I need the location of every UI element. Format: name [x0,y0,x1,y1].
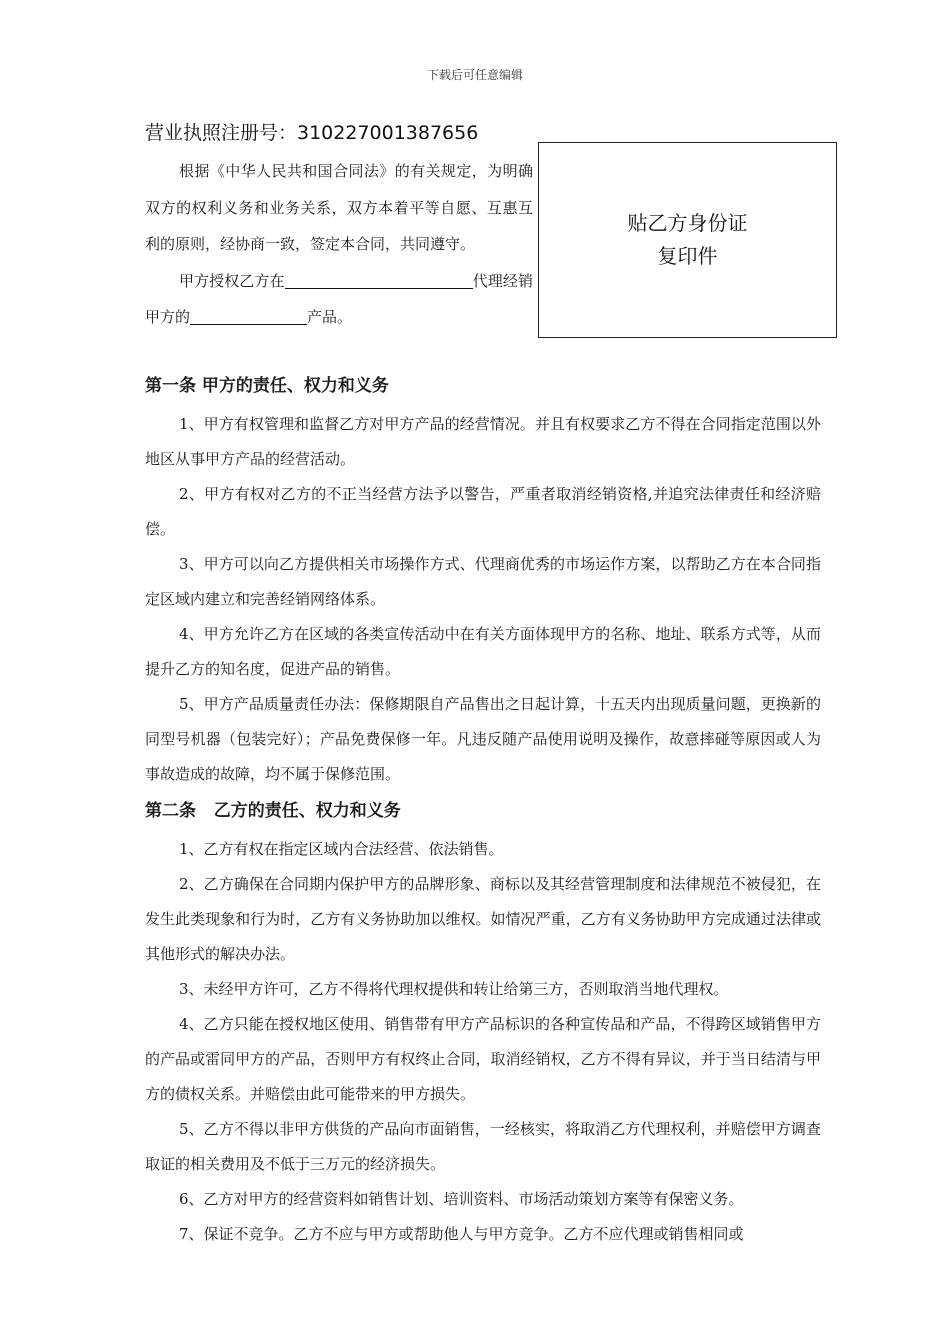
article1-item: 4、甲方允许乙方在区域的各类宣传活动中在有关方面体现甲方的名称、地址、联系方式等，从而提升乙方的知名度，促进产品的销售。 [145,625,821,678]
page-header-note: 下载后可任意编辑 [426,68,523,82]
intro-section [145,153,533,336]
article2-item: 4、乙方只能在授权地区使用、销售带有甲方产品标识的各种宣传品和产品，不得跨区域销售甲方的产品或雷同甲方的产品，否则甲方有权终止合同，取消经销权，乙方不得有异议，并于当日结清与甲方的债权关系。并赔偿由此可能带来的甲方损失。 [145,1015,821,1103]
article2-item: 6、乙方对甲方的经营资料如销售计划、培训资料、市场活动策划方案等有保密义务。 [179,1190,744,1208]
article1-title: 第一条 甲方的责任、权力和义务 [145,376,389,396]
intro-paragraph: 根据《中华人民共和国合同法》的有关规定，为明确双方的权利义务和业务关系，双方本着平等自愿、互惠互利的原则，经协商一致，签定本合同，共同遵守。 [145,162,533,253]
auth-text-after: 产品。 [307,308,353,326]
article2-title: 第二条 乙方的责任、权力和义务 [145,801,401,821]
article2-item: 2、乙方确保在合同期内保护甲方的品牌形象、商标以及其经营管理制度和法律规范不被侵犯，在发生此类现象和行为时，乙方有义务协助加以维权。如情况严重，乙方有义务协助甲方完成通过法律或其他形式的解决办法。 [145,875,821,963]
authorization-paragraph [145,263,533,336]
contract-body [145,367,821,1252]
id-box-line2: 复印件 [657,244,718,268]
article2-item: 3、未经甲方许可，乙方不得将代理权提供和转让给第三方，否则取消当地代理权。 [179,980,729,998]
article2-item: 7、保证不竞争。乙方不应与甲方或帮助他人与甲方竞争。乙方不应代理或销售相同或 [179,1225,744,1243]
auth-text-before: 甲方授权乙方在 [179,271,285,290]
article1-item: 1、甲方有权管理和监督乙方对甲方产品的经营情况。并且有权要求乙方不得在合同指定范围以外地区从事甲方产品的经营活动。 [145,415,821,468]
article2-item: 1、乙方有权在指定区域内合法经营、依法销售。 [179,840,504,858]
id-copy-box [538,142,837,338]
article1-item: 5、甲方产品质量责任办法：保修期限自产品售出之日起计算，十五天内出现质量问题，更换新的同型号机器（包装完好）；产品免费保修一年。凡违反随产品使用说明及操作，故意摔碰等原因或人为事故造成的故障，均不属于保修范围。 [145,695,821,783]
auth-text-middle: 代理经销甲方的 [145,271,533,326]
registration-number: 营业执照注册号：310227001387656 [145,122,479,144]
article1-item: 3、甲方可以向乙方提供相关市场操作方式、代理商优秀的市场运作方案，以帮助乙方在本合同指定区域内建立和完善经销网络体系。 [145,555,821,608]
id-box-line1: 贴乙方身份证 [627,211,748,235]
article1-item: 2、甲方有权对乙方的不正当经营方法予以警告，严重者取消经销资格,并追究法律责任和经济赔偿。 [145,485,821,538]
article2-item: 5、乙方不得以非甲方供货的产品向市面销售，一经核实，将取消乙方代理权利，并赔偿甲方调查取证的相关费用及不低于三万元的经济损失。 [145,1120,821,1173]
product-blank[interactable] [190,306,307,325]
region-blank[interactable] [285,270,473,289]
